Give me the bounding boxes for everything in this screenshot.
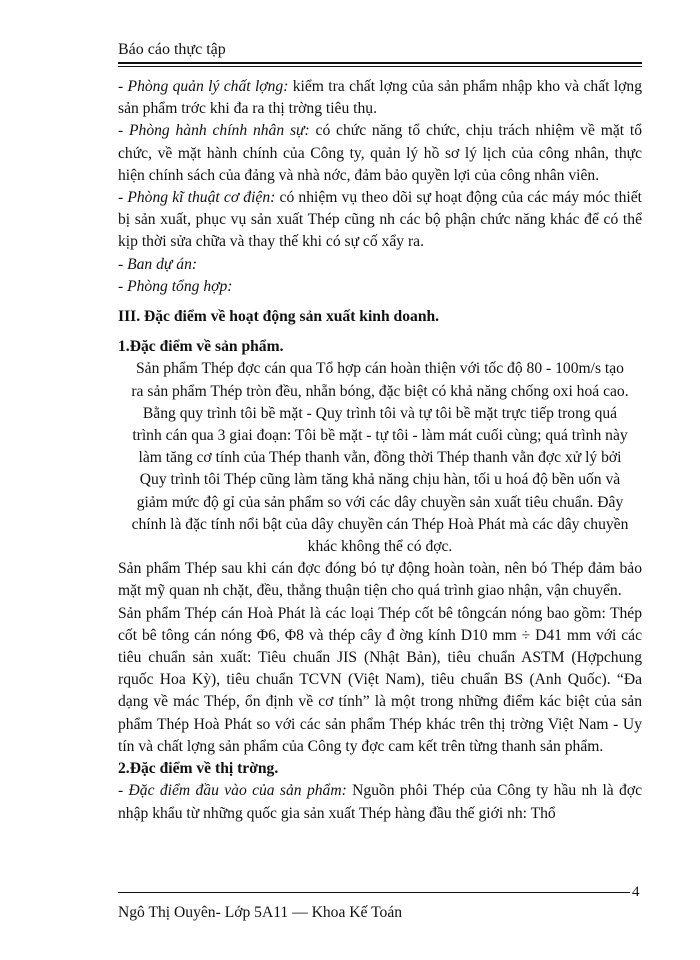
section-1-centered-paragraph: Sản phẩm Thép đợc cán qua Tổ hợp cán hoàn thiện với tốc độ 80 - 100m/s tạo ra sản phẩm Thép tròn đều, nhẵn bóng, đặc biệt có khả năng chống oxi hoá cao. Bằng quy trình tôi bề mặt - Quy trình tôi và tự tôi bề mặt trực tiếp trong quá trình cán qua 3 giai đoạn: Tôi bề mặt - tự tôi - làm mát cuối cùng; quá trình này làm tăng cơ tính của Thép thanh vằn, đồng thời Thép thanh vằn đợc xử lý bởi Quy trình tôi Thép cũng làm tăng khả năng chịu hàn, tối u hoá độ bền uốn và giảm mức độ gỉ của sản phẩm so với các dây chuyền sản xuất tiêu chuẩn. Đây chính là đặc tính nổi bật của dây chuyền cán Thép Hoà Phát mà các dây chuyền khác không thể có đợc. bbox=[131, 360, 629, 556]
section-iii-heading: III. Đặc điểm về hoạt động sản xuất kinh doanh. bbox=[118, 308, 440, 326]
text-input: Nguồn phôi Thép của Công ty hầu nh là đợc nhập khẩu từ những quốc gia sản xuất Thép hàng đầu thế giới nh: Thổ bbox=[118, 782, 643, 822]
header-rule-thick bbox=[118, 62, 642, 64]
document-body bbox=[118, 76, 642, 825]
paragraph-tech bbox=[118, 187, 642, 254]
section-2-heading: 2.Đặc điểm về thị trờng. bbox=[118, 760, 279, 778]
footer-text: Ngô Thị Ouyên- Lớp 5A11 — Khoa Kế Toán bbox=[118, 904, 403, 921]
footer-rule bbox=[118, 892, 630, 893]
text-tech: có nhiệm vụ theo dõi sự hoạt động của các máy móc thiết bị sản xuất, phục vụ sản xuất Thép cũng nh các bộ phận chức năng khác để có thể kịp thời sửa chữa và thay thế khi có sự cố xẩy ra. bbox=[118, 189, 642, 251]
label-tech: - Phòng kĩ thuật cơ điện: bbox=[118, 189, 276, 207]
section-1-heading: 1.Đặc điểm về sản phẩm. bbox=[118, 338, 284, 356]
label-quality-control: - Phòng quản lý chất lợng: bbox=[118, 78, 289, 95]
text-quality-control: kiểm tra chất lợng của sản phẩm nhập kho và chất lợng sản phẩm trớc khi đa ra thị trờng tiêu thụ. bbox=[118, 78, 642, 118]
section-2-paragraph-input bbox=[118, 780, 642, 824]
label-general-dept: - Phòng tổng hợp: bbox=[118, 277, 233, 295]
page-number: 4 bbox=[632, 884, 640, 900]
header-rule-thin bbox=[118, 66, 642, 67]
paragraph-hr bbox=[118, 120, 642, 187]
label-project-board: - Ban dự án: bbox=[118, 255, 198, 273]
section-1-paragraph-2: Sản phẩm Thép sau khi cán đợc đóng bó tự động hoàn toàn, nên bó Thép đảm bảo mặt mỹ quan nh chặt, đều, thẳng thuận tiện cho quá trình giao nhận, vận chuyển. bbox=[118, 560, 642, 600]
paragraph-quality-control bbox=[118, 76, 642, 120]
text-hr: có chức năng tổ chức, chịu trách nhiệm về mặt tổ chức, về mặt hành chính của Công ty, quản lý hồ sơ lý lịch của công nhân, thực hiện chính sách của đảng và nhà nớc, đảm bảo quyền lợi của công nhân viên. bbox=[118, 122, 643, 184]
header-title: Báo cáo thực tập bbox=[118, 41, 226, 58]
label-input: - Đặc điểm đầu vào của sản phẩm: bbox=[118, 782, 347, 800]
label-hr: - Phòng hành chính nhân sự: bbox=[118, 122, 310, 140]
section-1-paragraph-3: Sản phẩm Thép cán Hoà Phát là các loại Thép cốt bê tôngcán nóng bao gồm: Thép cốt bê tông cán nóng Φ6, Φ8 và thép cây đ ờng kính D10 mm ÷ D41 mm với các tiêu chuẩn sản xuất: Tiêu chuẩn JIS (Nhật Bản), tiêu chuẩn ASTM (Hợpchung rquốc Hoa Kỳ), tiêu chuẩn TCVN (Việt Nam), tiêu chuẩn BS (Anh Quốc). “Đa dạng về mác Thép, ổn định về cơ tính” là một trong những điểm kác biệt của sản phẩm Thép Hoà Phát so với các sản phẩm Thép khác trên thị trờng Việt Nam - Uy tín và chất lợng sản phẩm của Công ty đợc cam kết trên từng thanh sản phẩm. bbox=[118, 604, 642, 755]
